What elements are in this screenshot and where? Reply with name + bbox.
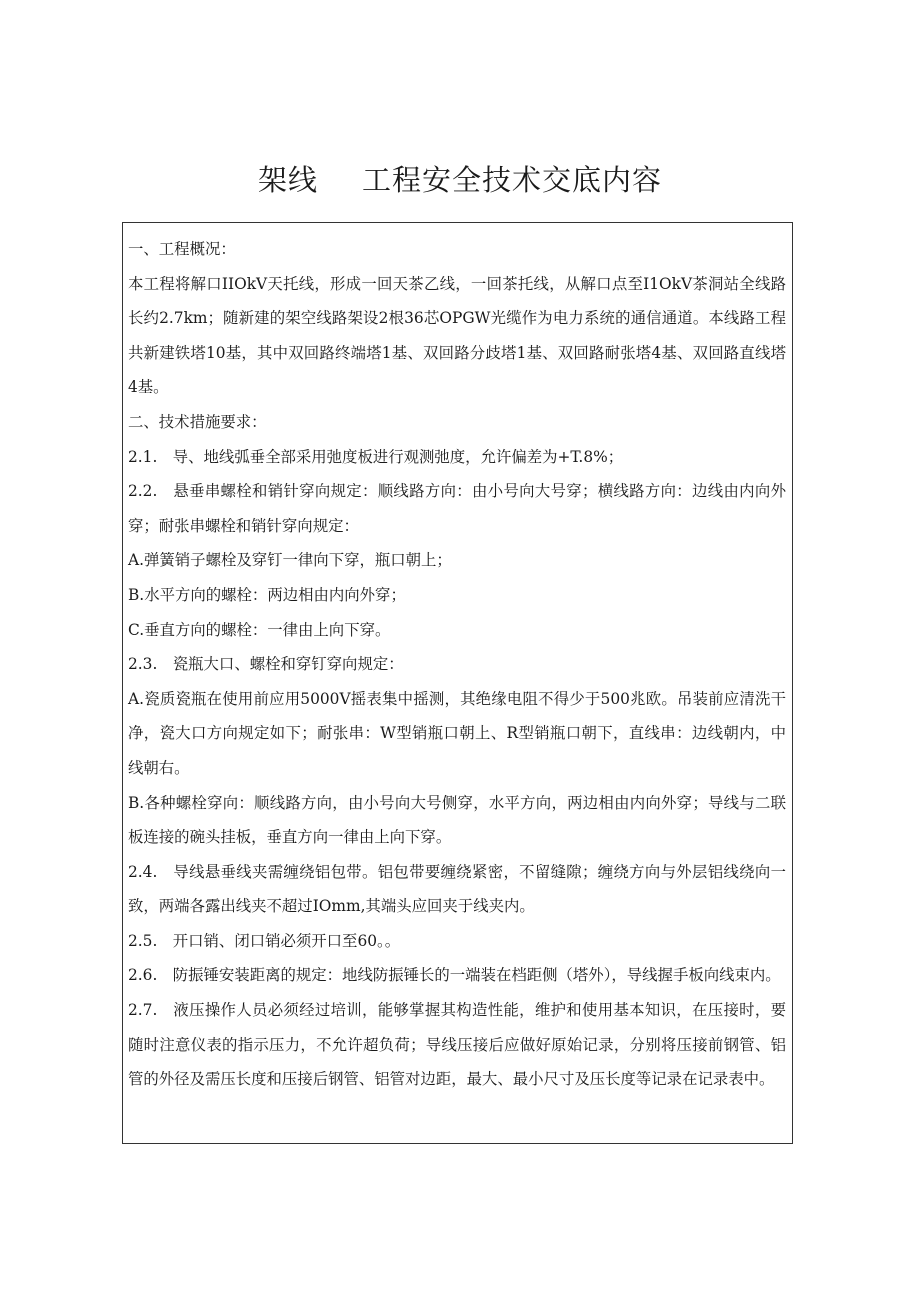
- content-table-cell: [122, 222, 793, 1144]
- item-2-1: 2.1. 导、地线弧垂全部采用弛度板进行观测弛度，允许偏差为+T.8%；: [128, 447, 624, 466]
- overview-paragraph: 本工程将解口IIOkV天托线，形成一回天茶乙线，一回茶托线，从解口点至I1OkV茶洞站全线路长约2.7km；随新建的架空线路架设2根36芯OPGW光缆作为电力系统的通信通道。本线路工程共新建铁塔10基，其中双回路终端塔1基、双回路分歧塔1基、双回路耐张塔4基、双回路直线塔4基。: [128, 274, 786, 397]
- item-2-6: 2.6. 防振锤安装距离的规定：地线防振锤长的一端装在档距侧（塔外），导线握手板向线束内。: [128, 966, 781, 985]
- item-2-2-b: B.水平方向的螺栓：两边相由内向外穿；: [128, 585, 406, 604]
- item-2-2: 2.2. 悬垂串螺栓和销针穿向规定：顺线路方向：由小号向大号穿；横线路方向：边线由内向外穿；耐张串螺栓和销针穿向规定：: [128, 482, 786, 535]
- item-2-3: 2.3. 瓷瓶大口、螺栓和穿钉穿向规定：: [128, 655, 404, 674]
- item-2-4: 2.4. 导线悬垂线夹需缠绕铝包带。铝包带要缠绕紧密，不留缝隙；缠绕方向与外层铝线绕向一致，两端各露出线夹不超过IOmm,其端头应回夹于线夹内。: [128, 862, 786, 916]
- item-2-5: 2.5. 开口销、闭口销必须开口至60。。: [128, 931, 401, 950]
- item-2-2-c: C.垂直方向的螺栓：一律由上向下穿。: [128, 620, 391, 639]
- document-title: [0, 160, 920, 200]
- item-2-7: 2.7. 液压操作人员必须经过培训，能够掌握其构造性能，维护和使用基本知识，在压接时，要随时注意仪表的指示压力，不允许超负荷；导线压接后应做好原始记录，分别将压接前钢管、铝管的外径及需压长度和压接后钢管、铝管对边距，最大、最小尺寸及压长度等记录在记录表中。: [128, 1001, 786, 1089]
- item-2-2-a: A.弹簧销子螺栓及穿钉一律向下穿，瓶口朝上；: [128, 551, 452, 570]
- document-title-part2: 工程安全技术交底内容: [362, 163, 663, 197]
- item-2-3-b: B.各种螺栓穿向：顺线路方向，由小号向大号侧穿，水平方向，两边相由内向外穿；导线与二联板连接的碗头挂板，垂直方向一律由上向下穿。: [128, 793, 786, 847]
- section-heading-technical-measures: 二、技术措施要求：: [128, 412, 267, 431]
- section-heading-overview: 一、工程概况：: [128, 240, 236, 258]
- document-title-part1: 架线: [257, 163, 318, 197]
- item-2-3-a: A.瓷质瓷瓶在使用前应用5000V摇表集中摇测，其绝缘电阻不得少于500兆欧。吊装前应清洗干净，瓷大口方向规定如下；耐张串：W型销瓶口朝上、R型销瓶口朝下，直线串：边线朝内，中线朝右。: [128, 689, 786, 777]
